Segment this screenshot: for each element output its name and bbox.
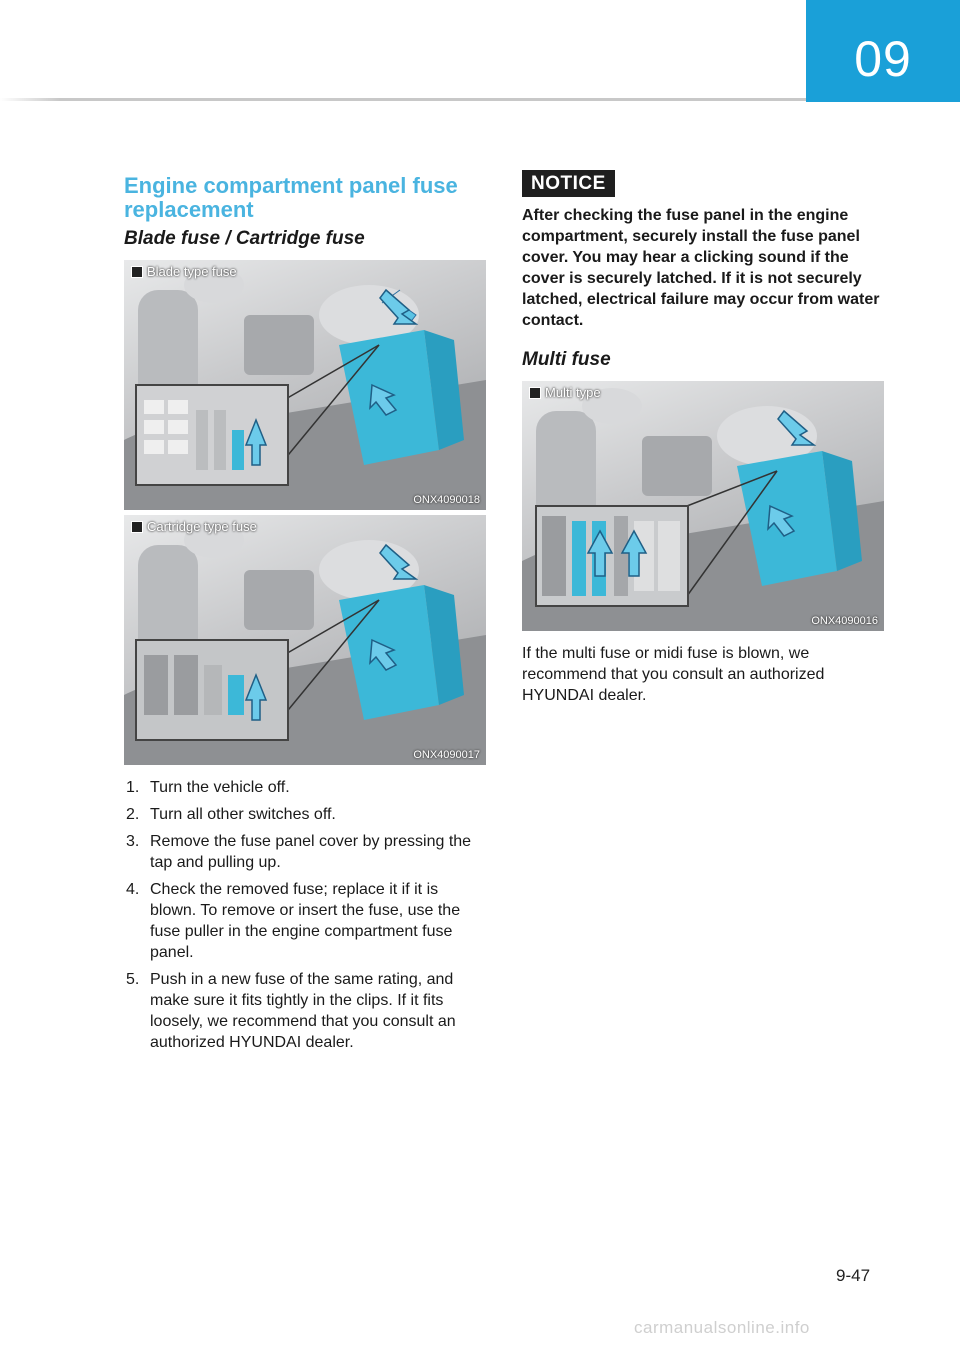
right-column [522,170,884,706]
multi-fuse-title: Multi fuse [522,349,611,370]
figure-label: Cartridge type fuse [132,519,257,534]
bullet-square-icon [132,522,142,532]
left-column [124,174,486,1059]
section-title: Engine compartment panel fuse replacement [124,173,458,222]
figure-label: Multi type [530,385,601,400]
notice-text: After checking the fuse panel in the engine compartment, securely install the fuse panel cover. You may hear a clicking sound if the cover is securely latched. If it is not securely latched, electrical failure may occur from water contact. [522,207,880,329]
bullet-square-icon [132,267,142,277]
page-number: 9-47 [836,1266,871,1285]
figure-blade-fuse [124,260,486,510]
list-item: 1. Turn the vehicle off. [126,779,290,796]
figure-code: ONX4090018 [413,494,480,506]
bullet-square-icon [530,388,540,398]
steps-list [124,777,486,1053]
notice-badge: NOTICE [522,170,615,197]
chapter-tab: 09 [806,0,960,102]
figure-label: Blade type fuse [132,264,237,279]
engine-illustration [124,260,486,510]
sub-title: Blade fuse / Cartridge fuse [124,228,365,249]
engine-illustration [522,381,884,631]
multi-fuse-text: If the multi fuse or midi fuse is blown, we recommend that you consult an authorized HYUNDAI dealer. [522,645,825,704]
figure-code: ONX4090017 [413,749,480,761]
list-item: 2. Turn all other switches off. [126,806,336,823]
engine-illustration [124,515,486,765]
figure-code: ONX4090016 [811,615,878,627]
figure-cartridge-fuse [124,515,486,765]
list-item: 3. Remove the fuse panel cover by pressing the tap and pulling up. [126,833,472,871]
figure-multi-fuse [522,381,884,631]
header-rule [0,98,806,101]
list-item: 5. Push in a new fuse of the same rating, and make sure it fits tightly in the clips. If it fits loosely, we recommend that you consult an authorized HYUNDAI dealer. [126,971,456,1051]
list-item: 4. Check the removed fuse; replace it if it is blown. To remove or insert the fuse, use the fuse puller in the engine compartment fuse panel. [126,881,461,961]
watermark: carmanualsonline.info [634,1318,810,1337]
